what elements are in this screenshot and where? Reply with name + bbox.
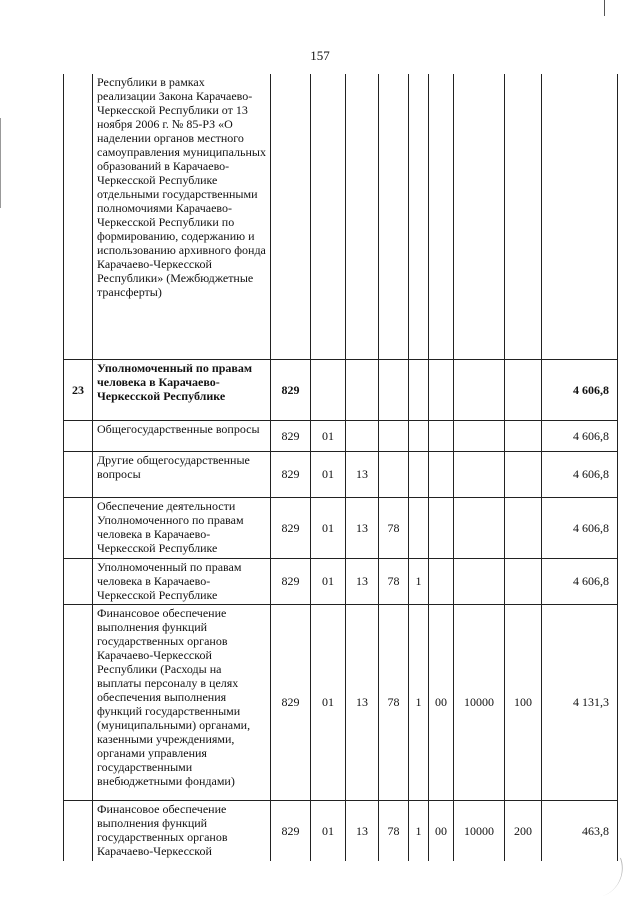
row-name: Уполномоченный по правам человека в Карачаево-Черкесской Республике (93, 359, 271, 420)
amount: 4 606,8 (542, 359, 618, 420)
ved-code: 829 (271, 558, 311, 604)
expense-type-code (505, 497, 542, 558)
subsection-code: 13 (346, 497, 379, 558)
row-number (64, 604, 93, 800)
target-code-2 (409, 420, 429, 451)
subsection-code: 13 (346, 604, 379, 800)
section-code: 01 (311, 558, 346, 604)
ved-code: 829 (271, 604, 311, 800)
ved-code: 829 (271, 800, 311, 861)
expense-type-code: 100 (505, 604, 542, 800)
page-number: 157 (310, 48, 330, 63)
target-code-3: 00 (429, 604, 454, 800)
section-code: 01 (311, 604, 346, 800)
section-code (311, 359, 346, 420)
subsection-code: 13 (346, 558, 379, 604)
amount: 4 606,8 (542, 451, 618, 497)
amount (542, 74, 618, 359)
row-number (64, 800, 93, 861)
row-name: Обеспечение деятельности Уполномоченного по правам человека в Карачаево-Черкесской Республике (93, 497, 271, 558)
table-row (64, 497, 618, 558)
target-code-4 (454, 420, 505, 451)
row-name: Республики в рамках реализации Закона Карачаево-Черкесской Республики от 13 ноября 2006 г. № 85-РЗ «О наделении органов местного самоуправления муниципальных образований в Карачаево-Черкесской Республике отдельными государственными полномочиями Карачаево-Черкесской Республики по формированию, содержанию и использованию архивного фонда Карачаево-Черкесской Республики» (Межбюджетные трансферты) (93, 74, 271, 359)
target-code-3 (429, 420, 454, 451)
ved-code: 829 (271, 497, 311, 558)
table-row (64, 420, 618, 451)
target-code-4 (454, 74, 505, 359)
target-code-4 (454, 359, 505, 420)
target-code-4 (454, 497, 505, 558)
table-row (64, 558, 618, 604)
subsection-code (346, 420, 379, 451)
target-code-4 (454, 451, 505, 497)
target-code-1: 78 (379, 604, 409, 800)
subsection-code: 13 (346, 451, 379, 497)
section-code: 01 (311, 497, 346, 558)
scan-mark-left (0, 118, 1, 208)
expense-type-code (505, 359, 542, 420)
expense-type-code: 200 (505, 800, 542, 861)
row-name: Финансовое обеспечение выполнения функций государственных органов Карачаево-Черкесской Республики (Расходы на выплаты персоналу в целях обеспечения выполнения функций государственными (муниципальными) органами, казенными учреждениями, органами управления государственными внебюджетными фондами) (93, 604, 271, 800)
target-code-1 (379, 359, 409, 420)
expense-type-code (505, 74, 542, 359)
table-row (64, 451, 618, 497)
amount: 4 131,3 (542, 604, 618, 800)
target-code-2 (409, 497, 429, 558)
target-code-3 (429, 497, 454, 558)
row-number (64, 558, 93, 604)
section-code: 01 (311, 451, 346, 497)
subsection-code: 13 (346, 800, 379, 861)
target-code-2 (409, 359, 429, 420)
target-code-3: 00 (429, 800, 454, 861)
row-name: Финансовое обеспечение выполнения функций государственных органов Карачаево-Черкесской (93, 800, 271, 861)
section-code: 01 (311, 420, 346, 451)
amount: 4 606,8 (542, 558, 618, 604)
target-code-1 (379, 420, 409, 451)
target-code-4: 10000 (454, 604, 505, 800)
scan-mark-top (604, 0, 605, 16)
row-number (64, 497, 93, 558)
table-row (64, 74, 618, 359)
target-code-4: 10000 (454, 800, 505, 861)
row-name: Общегосударственные вопросы (93, 420, 271, 451)
target-code-1 (379, 74, 409, 359)
row-number (64, 420, 93, 451)
target-code-1: 78 (379, 497, 409, 558)
expense-type-code (505, 420, 542, 451)
table-row (64, 800, 618, 861)
expense-type-code (505, 451, 542, 497)
row-name: Уполномоченный по правам человека в Карачаево-Черкесской Республике (93, 558, 271, 604)
budget-table (63, 74, 618, 861)
row-number (64, 74, 93, 359)
target-code-1: 78 (379, 800, 409, 861)
target-code-3 (429, 74, 454, 359)
target-code-2 (409, 74, 429, 359)
table-row (64, 604, 618, 800)
row-number: 23 (64, 359, 93, 420)
target-code-2: 1 (409, 558, 429, 604)
target-code-1: 78 (379, 558, 409, 604)
subsection-code (346, 359, 379, 420)
target-code-4 (454, 558, 505, 604)
target-code-2: 1 (409, 604, 429, 800)
ved-code: 829 (271, 420, 311, 451)
ved-code: 829 (271, 359, 311, 420)
target-code-3 (429, 359, 454, 420)
target-code-3 (429, 558, 454, 604)
amount: 4 606,8 (542, 420, 618, 451)
row-name: Другие общегосударственные вопросы (93, 451, 271, 497)
ved-code: 829 (271, 451, 311, 497)
target-code-1 (379, 451, 409, 497)
ved-code (271, 74, 311, 359)
subsection-code (346, 74, 379, 359)
amount: 4 606,8 (542, 497, 618, 558)
expense-type-code (505, 558, 542, 604)
scan-mark-corner (592, 858, 631, 897)
row-number (64, 451, 93, 497)
target-code-2: 1 (409, 800, 429, 861)
target-code-3 (429, 451, 454, 497)
table-row (64, 359, 618, 420)
amount: 463,8 (542, 800, 618, 861)
target-code-2 (409, 451, 429, 497)
section-code: 01 (311, 800, 346, 861)
section-code (311, 74, 346, 359)
